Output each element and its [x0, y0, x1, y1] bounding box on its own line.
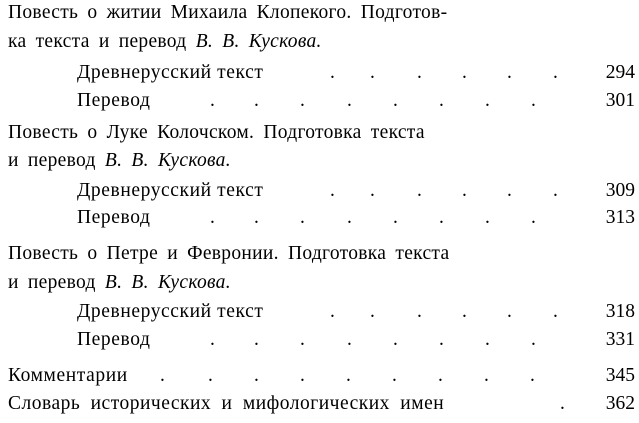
- leader-dot: .: [560, 393, 565, 414]
- section-title-text: Повесть о житии Михаила Клопекого. Подготов-: [8, 2, 448, 23]
- section-3-title-line-2: [8, 270, 231, 296]
- leader-dot: .: [370, 301, 375, 322]
- leader-dot: .: [393, 329, 398, 350]
- section-3-title-line-1: [8, 241, 449, 267]
- leader-dot: .: [330, 301, 335, 322]
- leader-dot: .: [485, 90, 490, 111]
- page-number: 313: [605, 207, 635, 228]
- leader-dot: .: [330, 62, 335, 83]
- leader-dot: .: [393, 90, 398, 111]
- leader-dot: .: [485, 207, 490, 228]
- leader-dot: .: [553, 62, 558, 83]
- toc-entry-translation: [77, 205, 635, 231]
- leader-dot: .: [254, 90, 259, 111]
- leader-dot: .: [370, 62, 375, 83]
- leader-dot: .: [439, 207, 444, 228]
- page-number: 331: [605, 329, 635, 350]
- leader-dot: .: [462, 301, 467, 322]
- page-number: 345: [605, 365, 635, 386]
- leader-dot: .: [417, 301, 422, 322]
- leader-dot: .: [347, 207, 352, 228]
- leader-dot: .: [531, 329, 536, 350]
- section-title-text: Повесть о Петре и Февронии. Подготовка текста: [8, 243, 450, 264]
- leader-dot: .: [417, 180, 422, 201]
- leader-dot: .: [462, 180, 467, 201]
- leader-dot: .: [347, 90, 352, 111]
- section-2-title-line-1: [8, 120, 425, 146]
- leader-dot: .: [254, 207, 259, 228]
- leader-dot: .: [160, 365, 165, 386]
- toc-entry-commentary: [8, 363, 635, 389]
- section-1-title-line-1: [8, 0, 447, 26]
- leader-dot: .: [300, 365, 305, 386]
- leader-dot: .: [531, 90, 536, 111]
- leader-dot: .: [439, 329, 444, 350]
- leader-dot: .: [300, 90, 305, 111]
- leader-dot: .: [484, 365, 489, 386]
- section-title-text: и перевод: [8, 272, 105, 293]
- toc-entry-translation: [77, 88, 635, 114]
- leader-dot: .: [553, 180, 558, 201]
- leader-dot: .: [347, 329, 352, 350]
- leader-dot: .: [553, 301, 558, 322]
- entry-label: Перевод: [77, 90, 151, 111]
- leader-dot: .: [507, 62, 512, 83]
- leader-dot: .: [438, 365, 443, 386]
- author-name: В. В. Кускова.: [195, 31, 322, 52]
- leader-dot: .: [485, 329, 490, 350]
- entry-label: Словарь исторических и мифологических имен: [8, 393, 445, 414]
- entry-label: Перевод: [77, 207, 151, 228]
- page-number: 362: [605, 393, 635, 414]
- leader-dot: .: [392, 365, 397, 386]
- leader-dot: .: [330, 180, 335, 201]
- author-name: В. В. Кускова.: [104, 272, 231, 293]
- leader-dot: .: [530, 365, 535, 386]
- leader-dot: .: [531, 207, 536, 228]
- author-name: В. В. Кускова.: [104, 150, 231, 171]
- toc-entry-translation: [77, 327, 635, 353]
- leader-dot: .: [417, 62, 422, 83]
- leader-dot: .: [370, 180, 375, 201]
- page-number: 294: [605, 62, 635, 83]
- section-2-title-line-2: [8, 148, 231, 174]
- leader-dot: .: [393, 207, 398, 228]
- section-title-text: и перевод: [8, 150, 105, 171]
- leader-dot: .: [210, 207, 215, 228]
- leader-dot: .: [254, 365, 259, 386]
- section-title-text: Повесть о Луке Колочском. Подготовка текста: [8, 122, 425, 143]
- toc-entry-names-dictionary: [8, 391, 635, 417]
- entry-label: Древнерусский текст: [77, 301, 264, 322]
- leader-dot: .: [507, 180, 512, 201]
- toc-entry-old-russian-text: [77, 178, 635, 204]
- toc-entry-old-russian-text: [77, 299, 635, 325]
- leader-dot: .: [210, 90, 215, 111]
- section-1-title-line-2: [8, 29, 322, 55]
- page-number: 309: [605, 180, 635, 201]
- toc-entry-old-russian-text: [77, 60, 635, 86]
- entry-label: Комментарии: [8, 365, 128, 386]
- entry-label: Древнерусский текст: [77, 180, 264, 201]
- leader-dot: .: [346, 365, 351, 386]
- leader-dot: .: [462, 62, 467, 83]
- leader-dot: .: [208, 365, 213, 386]
- leader-dot: .: [300, 207, 305, 228]
- leader-dot: .: [254, 329, 259, 350]
- entry-label: Древнерусский текст: [77, 62, 264, 83]
- leader-dot: .: [300, 329, 305, 350]
- leader-dot: .: [439, 90, 444, 111]
- section-title-text: ка текста и перевод: [8, 31, 196, 52]
- leader-dot: .: [210, 329, 215, 350]
- leader-dot: .: [507, 301, 512, 322]
- page-number: 318: [605, 301, 635, 322]
- entry-label: Перевод: [77, 329, 151, 350]
- page-number: 301: [605, 90, 635, 111]
